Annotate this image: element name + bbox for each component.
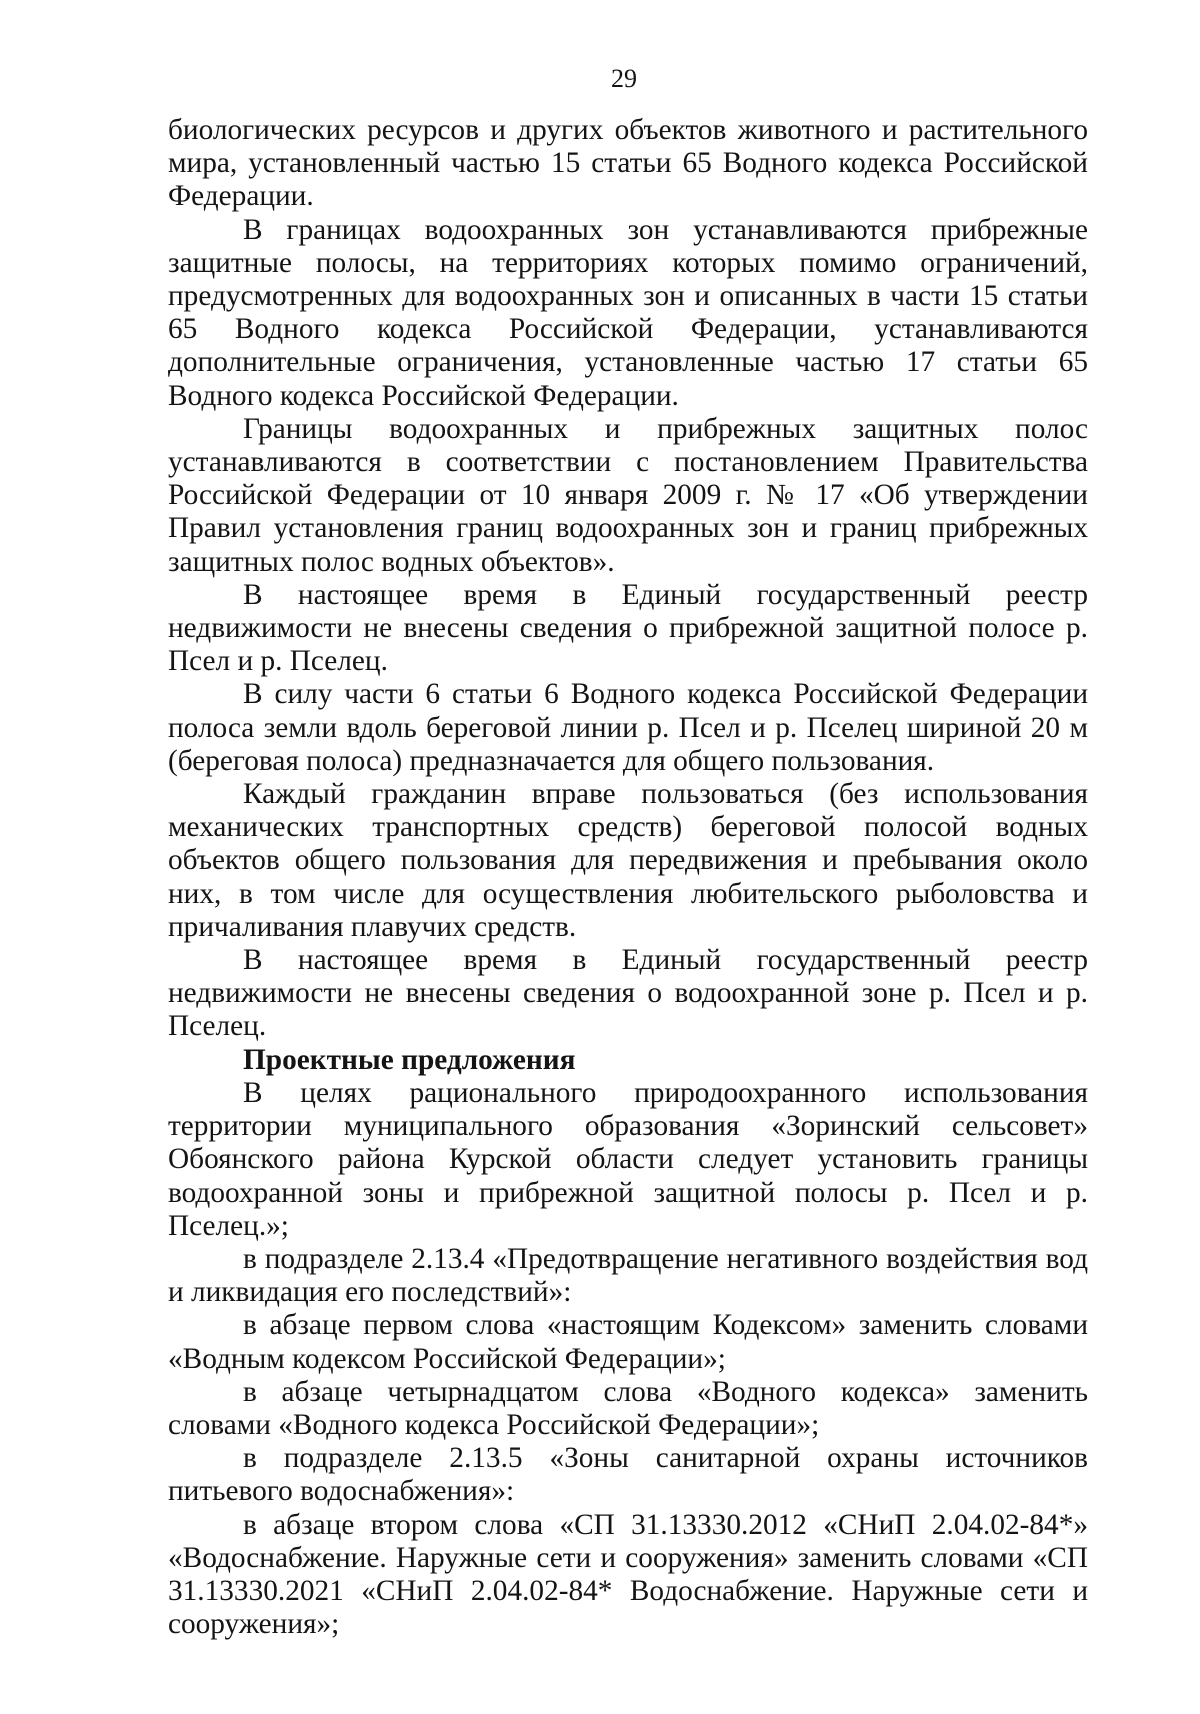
paragraph-6: Каждый гражданин вправе пользоваться (без использования механических транспортных средств) береговой полосой водных объектов общего пользования для передвижения и пребывания около них, в том числе для осуществления любительского рыболовства и причаливания плавучих средств. bbox=[168, 778, 1088, 943]
paragraph-8: В целях рационального природоохранного использования территории муниципального образования «Зоринский сельсовет» Обоянского района Курской области следует установить границы водоохранной зоны и прибрежной защитной полосы р. Псел и р. Пселец.»; bbox=[168, 1076, 1088, 1242]
paragraph-3: Границы водоохранных и прибрежных защитных полос устанавливаются в соответствии с постановлением Правительства Российской Федерации от 10 января 2009 г. № 17 «Об утверждении Правил установления границ водоохранных зон и границ прибрежных защитных полос водных объектов». bbox=[168, 412, 1088, 578]
paragraph-13: в абзаце втором слова «СП 31.13330.2012 «СНиП 2.04.02-84*» «Водоснабжение. Наружные сети и сооружения» заменить словами «СП 31.13330.2021 «СНиП 2.04.02-84* Водоснабжение. Наружные сети и сооружения»; bbox=[168, 1508, 1088, 1641]
page-number: 29 bbox=[611, 64, 637, 93]
document-body bbox=[168, 114, 1088, 1641]
paragraph-9: в подразделе 2.13.4 «Предотвращение негативного воздействия вод и ликвидация его последствий»: bbox=[168, 1242, 1088, 1309]
paragraph-7: В настоящее время в Единый государственный реестр недвижимости не внесены сведения о водоохранной зоне р. Псел и р. Пселец. bbox=[168, 944, 1088, 1043]
paragraph-1: биологических ресурсов и других объектов животного и растительного мира, установленный частью 15 статьи 65 Водного кодекса Российской Федерации. bbox=[168, 114, 1088, 213]
paragraph-4: В настоящее время в Единый государственный реестр недвижимости не внесены сведения о прибрежной защитной полосе р. Псел и р. Пселец. bbox=[168, 578, 1088, 678]
section-heading: Проектные предложения bbox=[243, 1043, 576, 1076]
paragraph-2: В границах водоохранных зон устанавливаются прибрежные защитные полосы, на территориях которых помимо ограничений, предусмотренных для водоохранных зон и описанных в части 15 статьи 65 Водного кодекса Российской Федерации, устанавливаются дополнительные ограничения, установленные частью 17 статьи 65 Водного кодекса Российской Федерации. bbox=[168, 213, 1088, 412]
paragraph-10: в абзаце первом слова «настоящим Кодексом» заменить словами «Водным кодексом Российской Федерации»; bbox=[168, 1309, 1088, 1375]
paragraph-12: в подразделе 2.13.5 «Зоны санитарной охраны источников питьевого водоснабжения»: bbox=[168, 1442, 1088, 1508]
paragraph-5: В силу части 6 статьи 6 Водного кодекса Российской Федерации полоса земли вдоль береговой линии р. Псел и р. Пселец шириной 20 м (береговая полоса) предназначается для общего пользования. bbox=[168, 678, 1088, 777]
paragraph-11: в абзаце четырнадцатом слова «Водного кодекса» заменить словами «Водного кодекса Российской Федерации»; bbox=[168, 1375, 1088, 1441]
